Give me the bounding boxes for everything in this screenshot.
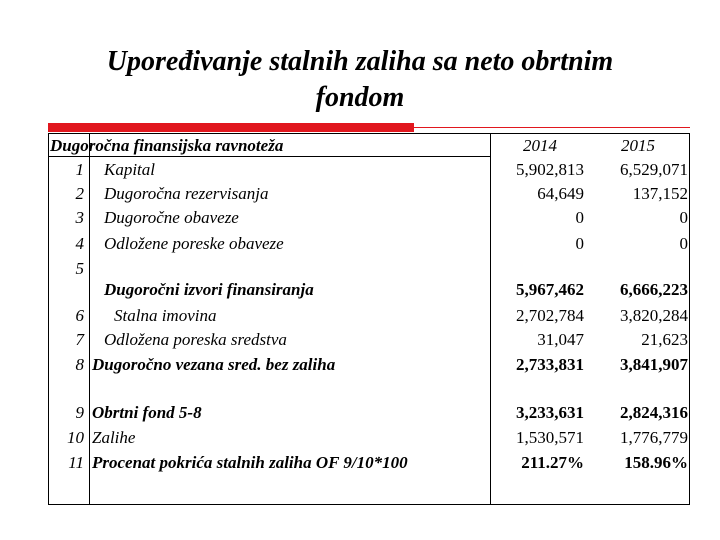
row-label: Stalna imovina (114, 306, 217, 325)
value-2014: 5,967,462 (516, 280, 584, 299)
row-number: 2 (75, 184, 84, 203)
column-header-2015: 2015 (621, 136, 655, 155)
value-2014: 5,902,813 (516, 160, 584, 179)
decorative-red-bar (48, 123, 414, 132)
row-label: Dugoročne obaveze (104, 208, 239, 227)
value-2014: 3,233,631 (516, 403, 584, 422)
row-number: 5 (75, 259, 84, 278)
value-2014: 1,530,571 (516, 428, 584, 447)
row-number: 11 (68, 453, 84, 472)
value-2015: 0 (679, 208, 688, 227)
row-label: Odložena poreska sredstva (104, 330, 287, 349)
row-label: Dugoročno vezana sred. bez zaliha (92, 355, 336, 374)
row-label: Kapital (104, 160, 156, 179)
row-number: 6 (75, 306, 84, 325)
value-2015: 21,623 (641, 330, 688, 349)
value-2014: 0 (575, 234, 584, 253)
title-line-2: fondom (315, 82, 405, 113)
row-number: 1 (75, 160, 84, 179)
row-number: 4 (75, 234, 84, 253)
decorative-red-line (414, 127, 690, 128)
value-2015: 6,529,071 (620, 160, 688, 179)
value-2015: 2,824,316 (620, 403, 688, 422)
value-2014: 64,649 (537, 184, 584, 203)
title-line-1: Upoređivanje stalnih zaliha sa neto obrtnim (106, 46, 614, 77)
value-2015: 0 (679, 234, 688, 253)
row-label: Dugoročna rezervisanja (104, 184, 269, 203)
column-divider-number (89, 133, 90, 505)
value-2014: 31,047 (537, 330, 584, 349)
row-number: 9 (75, 403, 84, 422)
row-number: 3 (75, 208, 84, 227)
value-2015: 6,666,223 (620, 280, 688, 299)
row-label: Odložene poreske obaveze (104, 234, 284, 253)
value-2014: 211.27% (521, 453, 584, 472)
value-2014: 0 (575, 208, 584, 227)
value-2015: 1,776,779 (620, 428, 688, 447)
column-header-2014: 2014 (523, 136, 557, 155)
row-number: 7 (75, 330, 84, 349)
row-number: 8 (75, 355, 84, 374)
value-2015: 3,820,284 (620, 306, 688, 325)
value-2014: 2,733,831 (516, 355, 584, 374)
slide-title (0, 44, 720, 116)
value-2015: 158.96% (624, 453, 688, 472)
row-label: Procenat pokrića stalnih zaliha OF 9/10*100 (92, 453, 408, 472)
row-label: Dugoročni izvori finansiranja (104, 280, 314, 299)
row-number: 10 (67, 428, 84, 447)
table-header-label: Dugoročna finansijska ravnoteža (50, 136, 284, 155)
row-label: Zalihe (92, 428, 136, 447)
row-label: Obrtni fond 5-8 (92, 403, 202, 422)
value-2014: 2,702,784 (516, 306, 584, 325)
value-2015: 3,841,907 (620, 355, 688, 374)
value-2015: 137,152 (632, 184, 688, 203)
